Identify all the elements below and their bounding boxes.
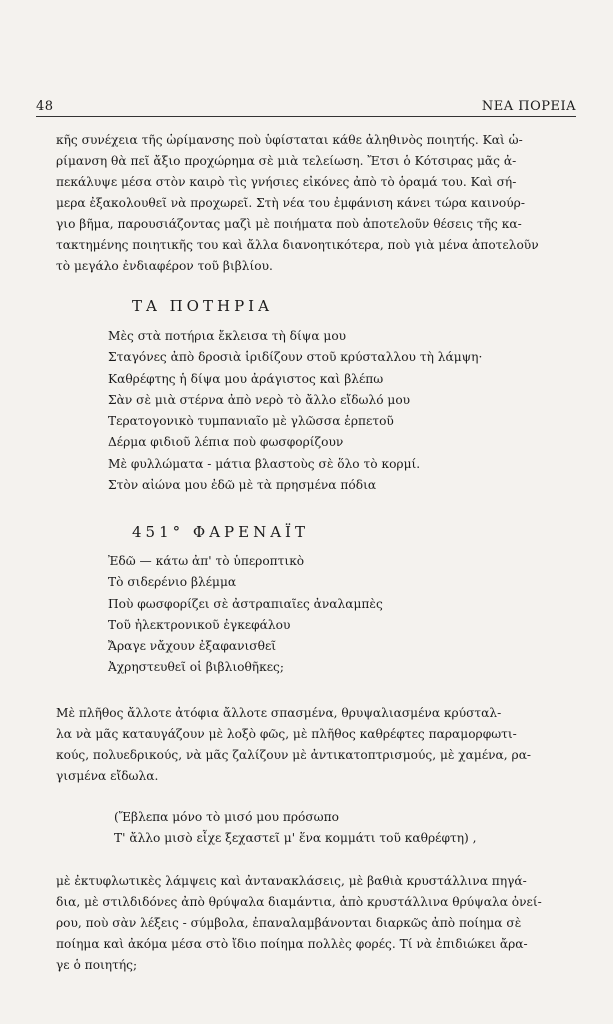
journal-title: ΝΕΑ ΠΟΡΕΙΑ xyxy=(481,99,576,114)
page-number: 48 xyxy=(36,99,54,114)
prose-paragraph-1 xyxy=(56,130,574,277)
text-line: Μὲ πλῆθος ἄλλοτε ἀτόφια ἄλλοτε σπασμένα, θρυψαλιασμένα κρύσταλ- xyxy=(56,706,502,720)
text-line: μερα ἐξακολουθεῖ νὰ προχωρεῖ. Στὴ νέα του ἐμφάνιση κάνει τώρα καινούρ- xyxy=(56,196,525,210)
page-header xyxy=(36,86,576,114)
poem-line: Καθρέφτης ἡ δίψα μου ἀράγιστος καὶ βλέπω xyxy=(108,371,384,386)
poem-ta-potiria xyxy=(108,326,578,496)
poem-line: Μὲς στὰ ποτήρια ἔκλεισα τὴ δίψα μου xyxy=(108,329,347,343)
poem-line: Ἄραγε νἄχουν ἐξαφανισθεῖ xyxy=(108,639,277,654)
text-line: τακτημένης ποιητικῆς του καὶ ἄλλα διανοητικότερα, ποὺ γιὰ μένα ἀποτελοῦν xyxy=(56,238,539,252)
prose-paragraph-3 xyxy=(56,871,574,976)
text-line: ποίημα καὶ ἀκόμα μέσα στὸ ἴδιο ποίημα πολλὲς φορές. Τί νὰ ἐπιδιώκει ἄρα- xyxy=(56,937,528,951)
poem-line: Ἀχρηστευθεῖ οἱ βιβλιοθῆκες; xyxy=(108,660,284,675)
poem-line: Μὲ φυλλώματα - μάτια βλαστοὺς σὲ ὅλο τὸ κορμί. xyxy=(108,456,421,471)
poem-title-ta-potiria: ΤΑ ΠΟΤΗΡΙΑ xyxy=(132,297,273,315)
text-line: τὸ μεγάλο ἐνδιαφέρον τοῦ βιβλίου. xyxy=(56,259,273,273)
text-line: λα νὰ μᾶς καταυγάζουν μὲ λοξὸ φῶς, μὲ πλῆθος καθρέφτες παραμορφωτι- xyxy=(56,727,517,741)
text-line: πεκάλυψε μέσα στὸν καιρὸ τὶς γνήσιες εἰκόνες ἀπὸ τὸ ὁραμά του. Καὶ σή- xyxy=(56,175,517,189)
poem-451-farenait xyxy=(108,551,578,679)
poem-line: Ποὺ φωσφορίζει σὲ ἀστραπιαῖες ἀναλαμπὲς xyxy=(108,596,383,611)
text-line: κῆς συνέχεια τῆς ὡρίμανσης ποὺ ὑφίσταται κάθε ἀληθινὸς ποιητής. Καὶ ὡ- xyxy=(56,133,523,147)
header-rule xyxy=(36,116,576,117)
text-line: γιο βῆμα, παρουσιάζοντας μαζὶ μὲ ποιήματα ποὺ ἀποτελοῦν θέσεις τῆς κα- xyxy=(56,217,522,231)
poem-line: Τοῦ ἠλεκτρονικοῦ ἐγκεφάλου xyxy=(108,617,291,632)
text-line: κούς, πολυεδρικούς, νὰ μᾶς ζαλίζουν μὲ ἀντικατοπτρισμούς, μὲ χαμένα, ρα- xyxy=(56,748,532,762)
text-line: ρίμανση θὰ πεῖ ἄξιο προχώρημα σὲ μιὰ τελείωση. Ἔτσι ὁ Κότσιρας μᾶς ἀ- xyxy=(56,154,517,168)
poem-line: Σταγόνες ἀπὸ δροσιὰ ἱριδίζουν στοῦ κρύσταλλου τὴ λάμψη· xyxy=(108,350,483,365)
text-line: γε ὁ ποιητής; xyxy=(56,958,138,972)
poem-line: Τὸ σιδερένιο βλέμμα xyxy=(108,575,237,590)
quoted-verse xyxy=(114,807,584,850)
poem-line: Ἐδῶ — κάτω ἀπ' τὸ ὑπεροπτικὸ xyxy=(108,554,305,568)
poem-line: Τ' ἄλλο μισὸ εἶχε ξεχαστεῖ μ' ἕνα κομμάτι τοῦ καθρέφτη) , xyxy=(114,831,477,846)
poem-line: Στὸν αἰώνα μου ἐδῶ μὲ τὰ πρησμένα πόδια xyxy=(108,478,377,493)
poem-title-451-farenait: 451° ΦΑΡΕΝΑΪΤ xyxy=(132,523,309,541)
poem-line: Σὰν σὲ μιὰ στέρνα ἀπὸ νερὸ τὸ ἄλλο εἴδωλό μου xyxy=(108,392,411,407)
poem-line: Δέρμα φιδιοῦ λέπια ποὺ φωσφορίζουν xyxy=(108,435,344,450)
text-line: μὲ ἐκτυφλωτικὲς λάμψεις καὶ ἀντανακλάσεις, μὲ βαθιὰ κρυστάλλινα πηγά- xyxy=(56,874,527,888)
text-line: δια, μὲ στιλδιδόνες ἀπὸ θρύψαλα διαμάντια, ἀπὸ κρυστάλλινα θρύψαλα ὀνεί- xyxy=(56,895,542,909)
poem-line: (Ἔβλεπα μόνο τὸ μισό μου πρόσωπο xyxy=(114,810,339,824)
prose-paragraph-2 xyxy=(56,703,574,787)
text-line: γισμένα εἴδωλα. xyxy=(56,769,159,783)
poem-line: Τερατογονικὸ τυμπανιαῖο μὲ γλῶσσα ἑρπετοῦ xyxy=(108,414,394,429)
text-line: ρου, ποὺ σὰν λέξεις - σύμβολα, ἐπαναλαμβάνονται διαρκῶς ἀπὸ ποίημα σὲ xyxy=(56,916,522,930)
